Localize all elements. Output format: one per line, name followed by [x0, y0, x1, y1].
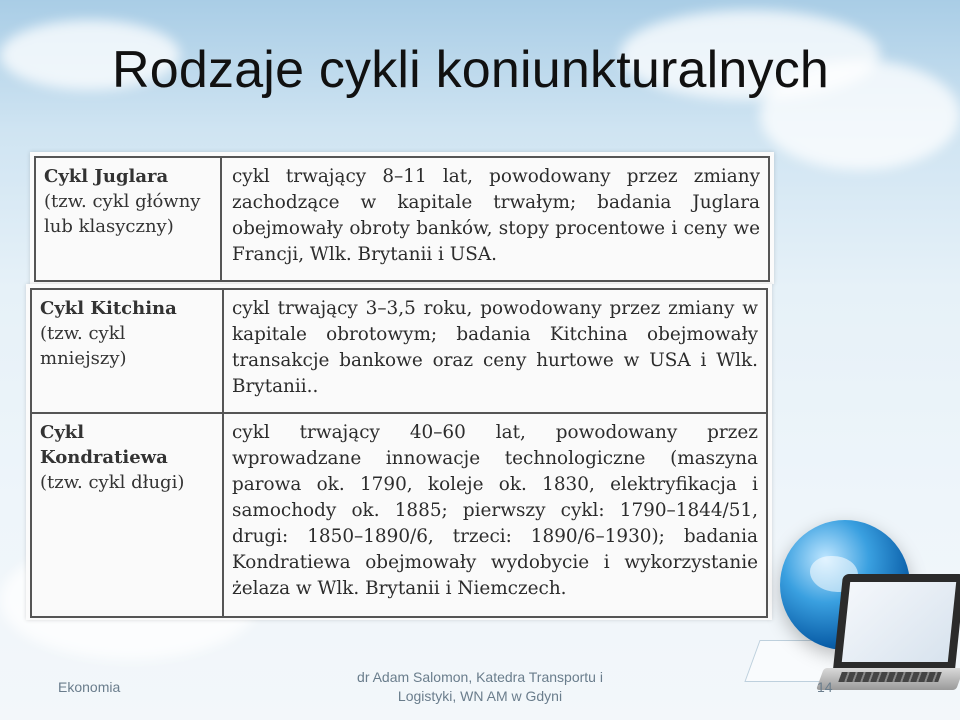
kitchin-name: Cykl Kitchina: [40, 298, 177, 319]
table-row-juglar: [34, 156, 770, 282]
kitchin-kondratiew-table-scan: [26, 284, 772, 620]
juglar-name: Cykl Juglara: [44, 166, 169, 187]
kitchin-alias: (tzw. cykl mniejszy): [40, 323, 127, 369]
slide-title: Rodzaje cykli koniunkturalnych: [112, 41, 830, 99]
column-divider: [222, 290, 224, 616]
kondratiew-alias: (tzw. cykl długi): [40, 472, 185, 493]
kondratiew-name-cell: [32, 414, 222, 616]
footer-center: [340, 668, 620, 706]
footer-center-line2: Logistyki, WN AM w Gdyni: [397, 688, 563, 704]
juglar-alias: (tzw. cykl główny lub klasyczny): [44, 191, 201, 237]
laptop-icon: [833, 574, 960, 670]
footer-center-line1: dr Adam Salomon, Katedra Transportu i: [357, 669, 603, 685]
juglar-description: cykl trwający 8–11 lat, powodowany przez zmiany zachodzące w kapitale trwałym; badania Juglara obejmowały obroty banków, stopy procentowe i ceny we Francji, Wlk. Brytanii i USA.: [232, 166, 760, 265]
kondratiew-description: cykl trwający 40–60 lat, powodowany przez wprowadzane innowacje technologiczne (maszyna parowa ok. 1790, koleje ok. 1830, elektryfikacja i samochody ok. 1885; pierwszy cykl: 1790–1844/51, drugi: 1850–1890/6, trzeci: 1890/6–1930); badania Kondratiewa obejmowały wydobycie i wykorzystanie żelaza w Wlk. Brytanii i Niemczech.: [232, 422, 758, 599]
footer-left: Ekonomia: [58, 679, 121, 695]
kondratiew-name: Cykl Kondratiewa: [40, 422, 168, 468]
page-number: 14: [817, 679, 833, 695]
laptop-keyboard: [838, 672, 942, 682]
kitchin-description: cykl trwający 3–3,5 roku, powodowany przez zmiany w kapitale obrotowym; badania Kitchina obejmowały transakcje bankowe oraz ceny hurtowe w USA i Wlk. Brytanii..: [232, 298, 758, 397]
juglar-table-scan: [30, 152, 774, 284]
juglar-name-cell: [36, 158, 222, 280]
table-kitchin-kondratiew: [30, 288, 768, 618]
kitchin-name-cell: [32, 290, 222, 412]
